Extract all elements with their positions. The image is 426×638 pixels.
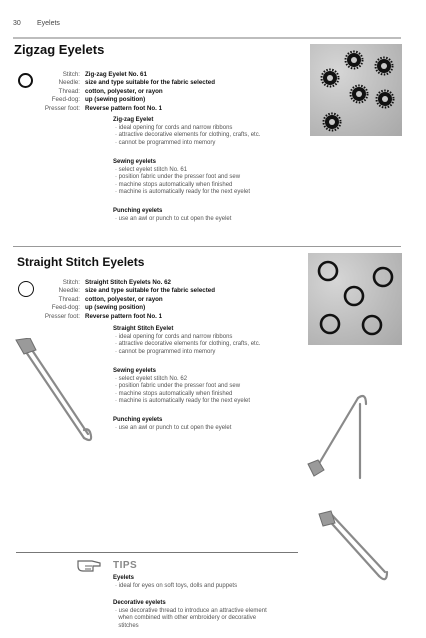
tips-title: TIPS [113, 560, 138, 571]
straight-eyelet-photo [308, 253, 402, 345]
header-rule [13, 37, 401, 39]
block-item: · machine stops automatically when finished [115, 390, 233, 397]
straight-specs [24, 279, 215, 321]
block-item: · cannot be programmed into memory [115, 139, 216, 146]
tips-block-eyelets [113, 575, 313, 590]
zigzag-block-eyelet [113, 117, 313, 147]
spec-label: Needle: [58, 287, 80, 295]
straight-block-eyelet [113, 326, 313, 356]
page-number: 30 [13, 20, 21, 27]
block-item: · select eyelet stitch No. 62 [115, 375, 188, 382]
block-heading: Eyelets [113, 575, 135, 581]
tips-rule [16, 552, 298, 553]
spec-label: Feed-dog: [51, 96, 80, 104]
section-name: Eyelets [36, 20, 60, 27]
block-item: stitches [115, 622, 139, 629]
block-item: · attractive decorative elements for clothing, crafts, etc. [115, 341, 261, 348]
block-heading: Punching eyelets [113, 417, 163, 423]
spec-value: Reverse pattern foot No. 1 [85, 104, 163, 112]
zigzag-eyelet-marks [322, 52, 394, 131]
zigzag-block-sewing [113, 159, 313, 197]
straight-block-punching [113, 417, 313, 432]
block-item: · ideal opening for cords and narrow ribbons [115, 333, 233, 340]
spec-value: up (sewing position) [85, 304, 146, 312]
spec-label: Feed-dog: [51, 304, 80, 312]
pointing-hand-icon [76, 557, 102, 573]
spec-label: Needle: [58, 79, 80, 87]
spec-value: cotton, polyester, or rayon [85, 87, 163, 95]
spec-label: Thread: [58, 87, 80, 95]
block-item: · attractive decorative elements for clothing, crafts, etc. [115, 132, 261, 139]
block-heading: Punching eyelets [113, 208, 163, 214]
block-item: · ideal for eyes on soft toys, dolls and puppets [115, 582, 238, 589]
zigzag-title: Zigzag Eyelets [14, 42, 105, 57]
spec-label: Stitch: [62, 279, 80, 286]
block-item: · use decorative thread to introduce an attractive element [115, 607, 267, 614]
spec-label: Stitch: [62, 71, 80, 78]
tips-block-decorative [113, 600, 343, 630]
block-item: · position fabric under the presser foot and sew [115, 383, 241, 390]
page-header [13, 20, 60, 27]
zigzag-block-punching [113, 208, 313, 223]
spec-label: Presser foot: [44, 104, 80, 112]
safety-pin-icon [14, 338, 94, 448]
block-item: · use an awl or punch to cut open the eyelet [115, 215, 232, 222]
spec-value: size and type suitable for the fabric selected [85, 79, 215, 87]
spec-label: Presser foot: [44, 312, 80, 320]
spec-value: Zig-zag Eyelet No. 61 [85, 71, 147, 78]
safety-pin-icon [300, 392, 370, 482]
safety-pin-icon [315, 510, 390, 590]
block-heading: Straight Stitch Eyelet [113, 326, 174, 332]
straight-title: Straight Stitch Eyelets [17, 255, 145, 269]
block-heading: Zig-zag Eyelet [113, 117, 154, 123]
block-item: · machine stops automatically when finished [115, 181, 233, 188]
spec-label: Thread: [58, 295, 80, 303]
block-item: when combined with other embroidery or decorative [115, 615, 257, 622]
spec-value: cotton, polyester, or rayon [85, 295, 163, 303]
straight-eyelet-marks [319, 262, 392, 334]
block-item: · cannot be programmed into memory [115, 348, 216, 355]
block-item: · ideal opening for cords and narrow ribbons [115, 124, 233, 131]
spec-value: Straight Stitch Eyelets No. 62 [85, 279, 171, 286]
block-heading: Decorative eyelets [113, 600, 166, 606]
spec-value: Reverse pattern foot No. 1 [85, 312, 163, 320]
straight-block-sewing [113, 368, 313, 406]
block-heading: Sewing eyelets [113, 159, 157, 165]
block-item: · machine is automatically ready for the next eyelet [115, 398, 251, 405]
zigzag-eyelet-photo [310, 44, 402, 136]
zigzag-specs [24, 71, 215, 113]
block-item: · select eyelet stitch No. 61 [115, 166, 188, 173]
spec-value: size and type suitable for the fabric selected [85, 287, 215, 295]
block-item: · position fabric under the presser foot and sew [115, 174, 241, 181]
block-item: · machine is automatically ready for the next eyelet [115, 189, 251, 196]
block-item: · use an awl or punch to cut open the eyelet [115, 424, 232, 431]
block-heading: Sewing eyelets [113, 368, 157, 374]
spec-value: up (sewing position) [85, 96, 146, 104]
section-rule [13, 246, 401, 247]
